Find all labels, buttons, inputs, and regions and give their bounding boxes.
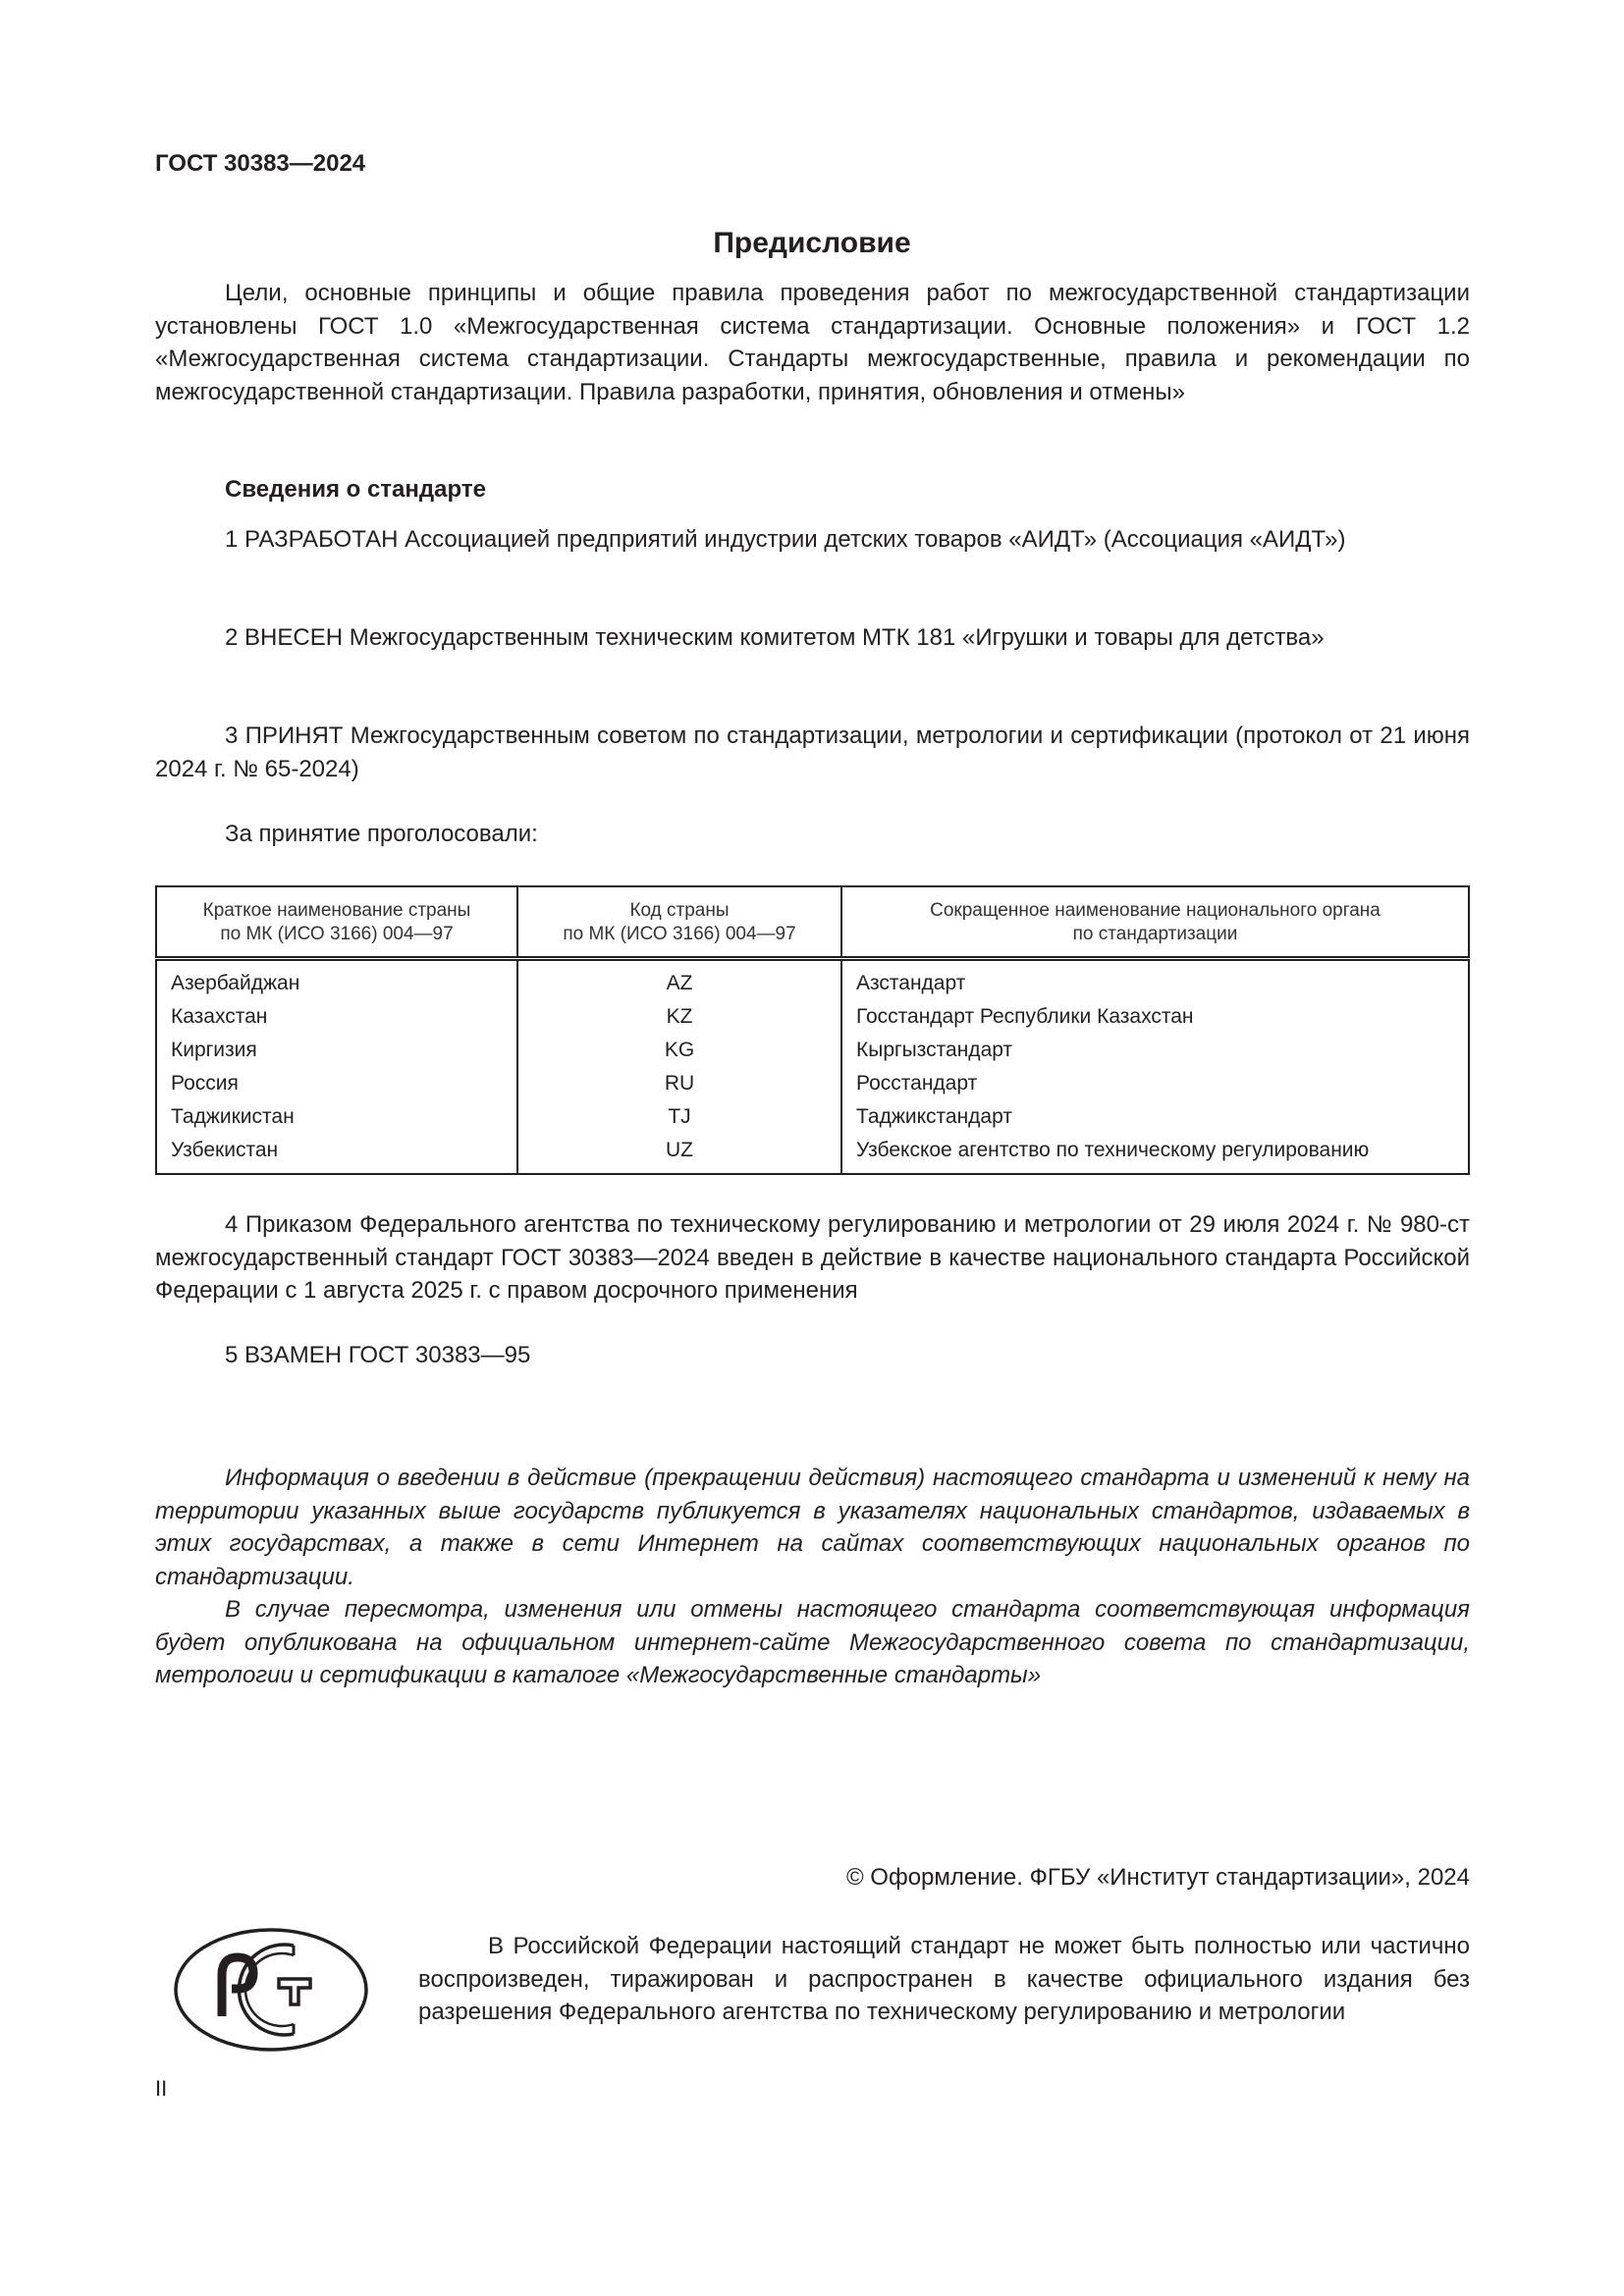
table-row: [156, 1034, 1469, 1067]
notice-paragraph-1: Информация о введении в действие (прекращении действия) настоящего стандарта и изменений к нему на территории указанных выше государств публикуется в указателях национальных стандартов, издаваемых в этих государствах, а также в сети Интернет на сайтах соответствующих национальных органов по стандартизации.: [155, 1465, 1470, 1590]
voting-countries-table: [155, 885, 1470, 1175]
cell-country: Россия: [156, 1067, 517, 1100]
table-header-row: [156, 886, 1469, 959]
document-code: ГОСТ 30383—2024: [155, 150, 366, 177]
cell-country: Узбекистан: [156, 1134, 517, 1174]
cell-country: Таджикистан: [156, 1100, 517, 1134]
legal-notice: [418, 1930, 1470, 2029]
cell-national-body: Росстандарт: [841, 1067, 1469, 1100]
info-item-5: 5 ВЗАМЕН ГОСТ 30383—95: [225, 1342, 531, 1368]
cell-code: TJ: [517, 1100, 841, 1134]
intro-paragraph: Цели, основные принципы и общие правила проведения работ по межгосударственной стандартизации установлены ГОСТ 1.0 «Межгосударственная система стандартизации. Основные положения» и ГОСТ 1.2 «Межгосударственная система стандартизации. Стандарты межгосударственные, правила и рекомендации по межгосударственной стандартизации. Правила разработки, принятия, обновления и отмены»: [155, 280, 1470, 405]
cell-national-body: Азстандарт: [841, 959, 1469, 1001]
notice-block: [155, 1462, 1470, 1692]
legal-notice-text: В Российской Федерации настоящий стандарт не может быть полностью или частично воспроизведен, тиражирован и распространен в качестве официального издания без разрешения Федерального агентства по техническому регулированию и метрологии: [418, 1933, 1470, 2025]
rst-certification-mark-icon: [173, 1926, 369, 2054]
notice-paragraph-2: В случае пересмотра, изменения или отмены настоящего стандарта соответствующая информация будет опубликована на официальном интернет-сайте Межгосударственного совета по стандартизации, метрологии и сертификации в каталоге «Межгосударственные стандарты»: [155, 1596, 1470, 1688]
cell-national-body: Узбекское агентство по техническому регулированию: [841, 1134, 1469, 1174]
cell-code: AZ: [517, 959, 841, 1001]
column-header-country: Краткое наименование страны по МК (ИСО 3166) 004—97: [156, 886, 517, 959]
info-item-1: 1 РАЗРАБОТАН Ассоциацией предприятий индустрии детских товаров «АИДТ» (Ассоциация «АИДТ»): [225, 526, 1346, 553]
cell-code: KZ: [517, 1000, 841, 1034]
table-row: [156, 959, 1469, 1001]
voted-label: За принятие проголосовали:: [225, 821, 538, 847]
copyright-line: © Оформление. ФГБУ «Институт стандартизации», 2024: [845, 1864, 1470, 1891]
table-row: [156, 1134, 1469, 1174]
cell-national-body: Кыргызстандарт: [841, 1034, 1469, 1067]
section-heading-standard-info: Сведения о стандарте: [225, 476, 486, 503]
cell-code: UZ: [517, 1134, 841, 1174]
cell-country: Азербайджан: [156, 959, 517, 1001]
info-item-2: 2 ВНЕСЕН Межгосударственным техническим комитетом МТК 181 «Игрушки и товары для детства»: [225, 624, 1325, 651]
column-header-national-body: Сокращенное наименование национального органа по стандартизации: [841, 886, 1469, 959]
cell-code: KG: [517, 1034, 841, 1067]
cell-code: RU: [517, 1067, 841, 1100]
table-row: [156, 1067, 1469, 1100]
table-row: [156, 1000, 1469, 1034]
cell-country: Казахстан: [156, 1000, 517, 1034]
cell-national-body: Госстандарт Республики Казахстан: [841, 1000, 1469, 1034]
column-header-code: Код страны по МК (ИСО 3166) 004—97: [517, 886, 841, 959]
page-title: Предисловие: [713, 227, 911, 259]
cell-national-body: Таджикстандарт: [841, 1100, 1469, 1134]
cell-country: Киргизия: [156, 1034, 517, 1067]
table-row: [156, 1100, 1469, 1134]
page-number: II: [155, 2076, 168, 2101]
info-item-3: 3 ПРИНЯТ Межгосударственным советом по стандартизации, метрологии и сертификации (протокол от 21 июня 2024 г. № 65-2024): [155, 722, 1470, 782]
info-item-4: 4 Приказом Федерального агентства по техническому регулированию и метрологии от 29 июля 2024 г. № 980-ст межгосударственный стандарт ГОСТ 30383—2024 введен в действие в качестве национального стандарта Российской Федерации с 1 августа 2025 г. с правом досрочного применения: [155, 1211, 1470, 1304]
